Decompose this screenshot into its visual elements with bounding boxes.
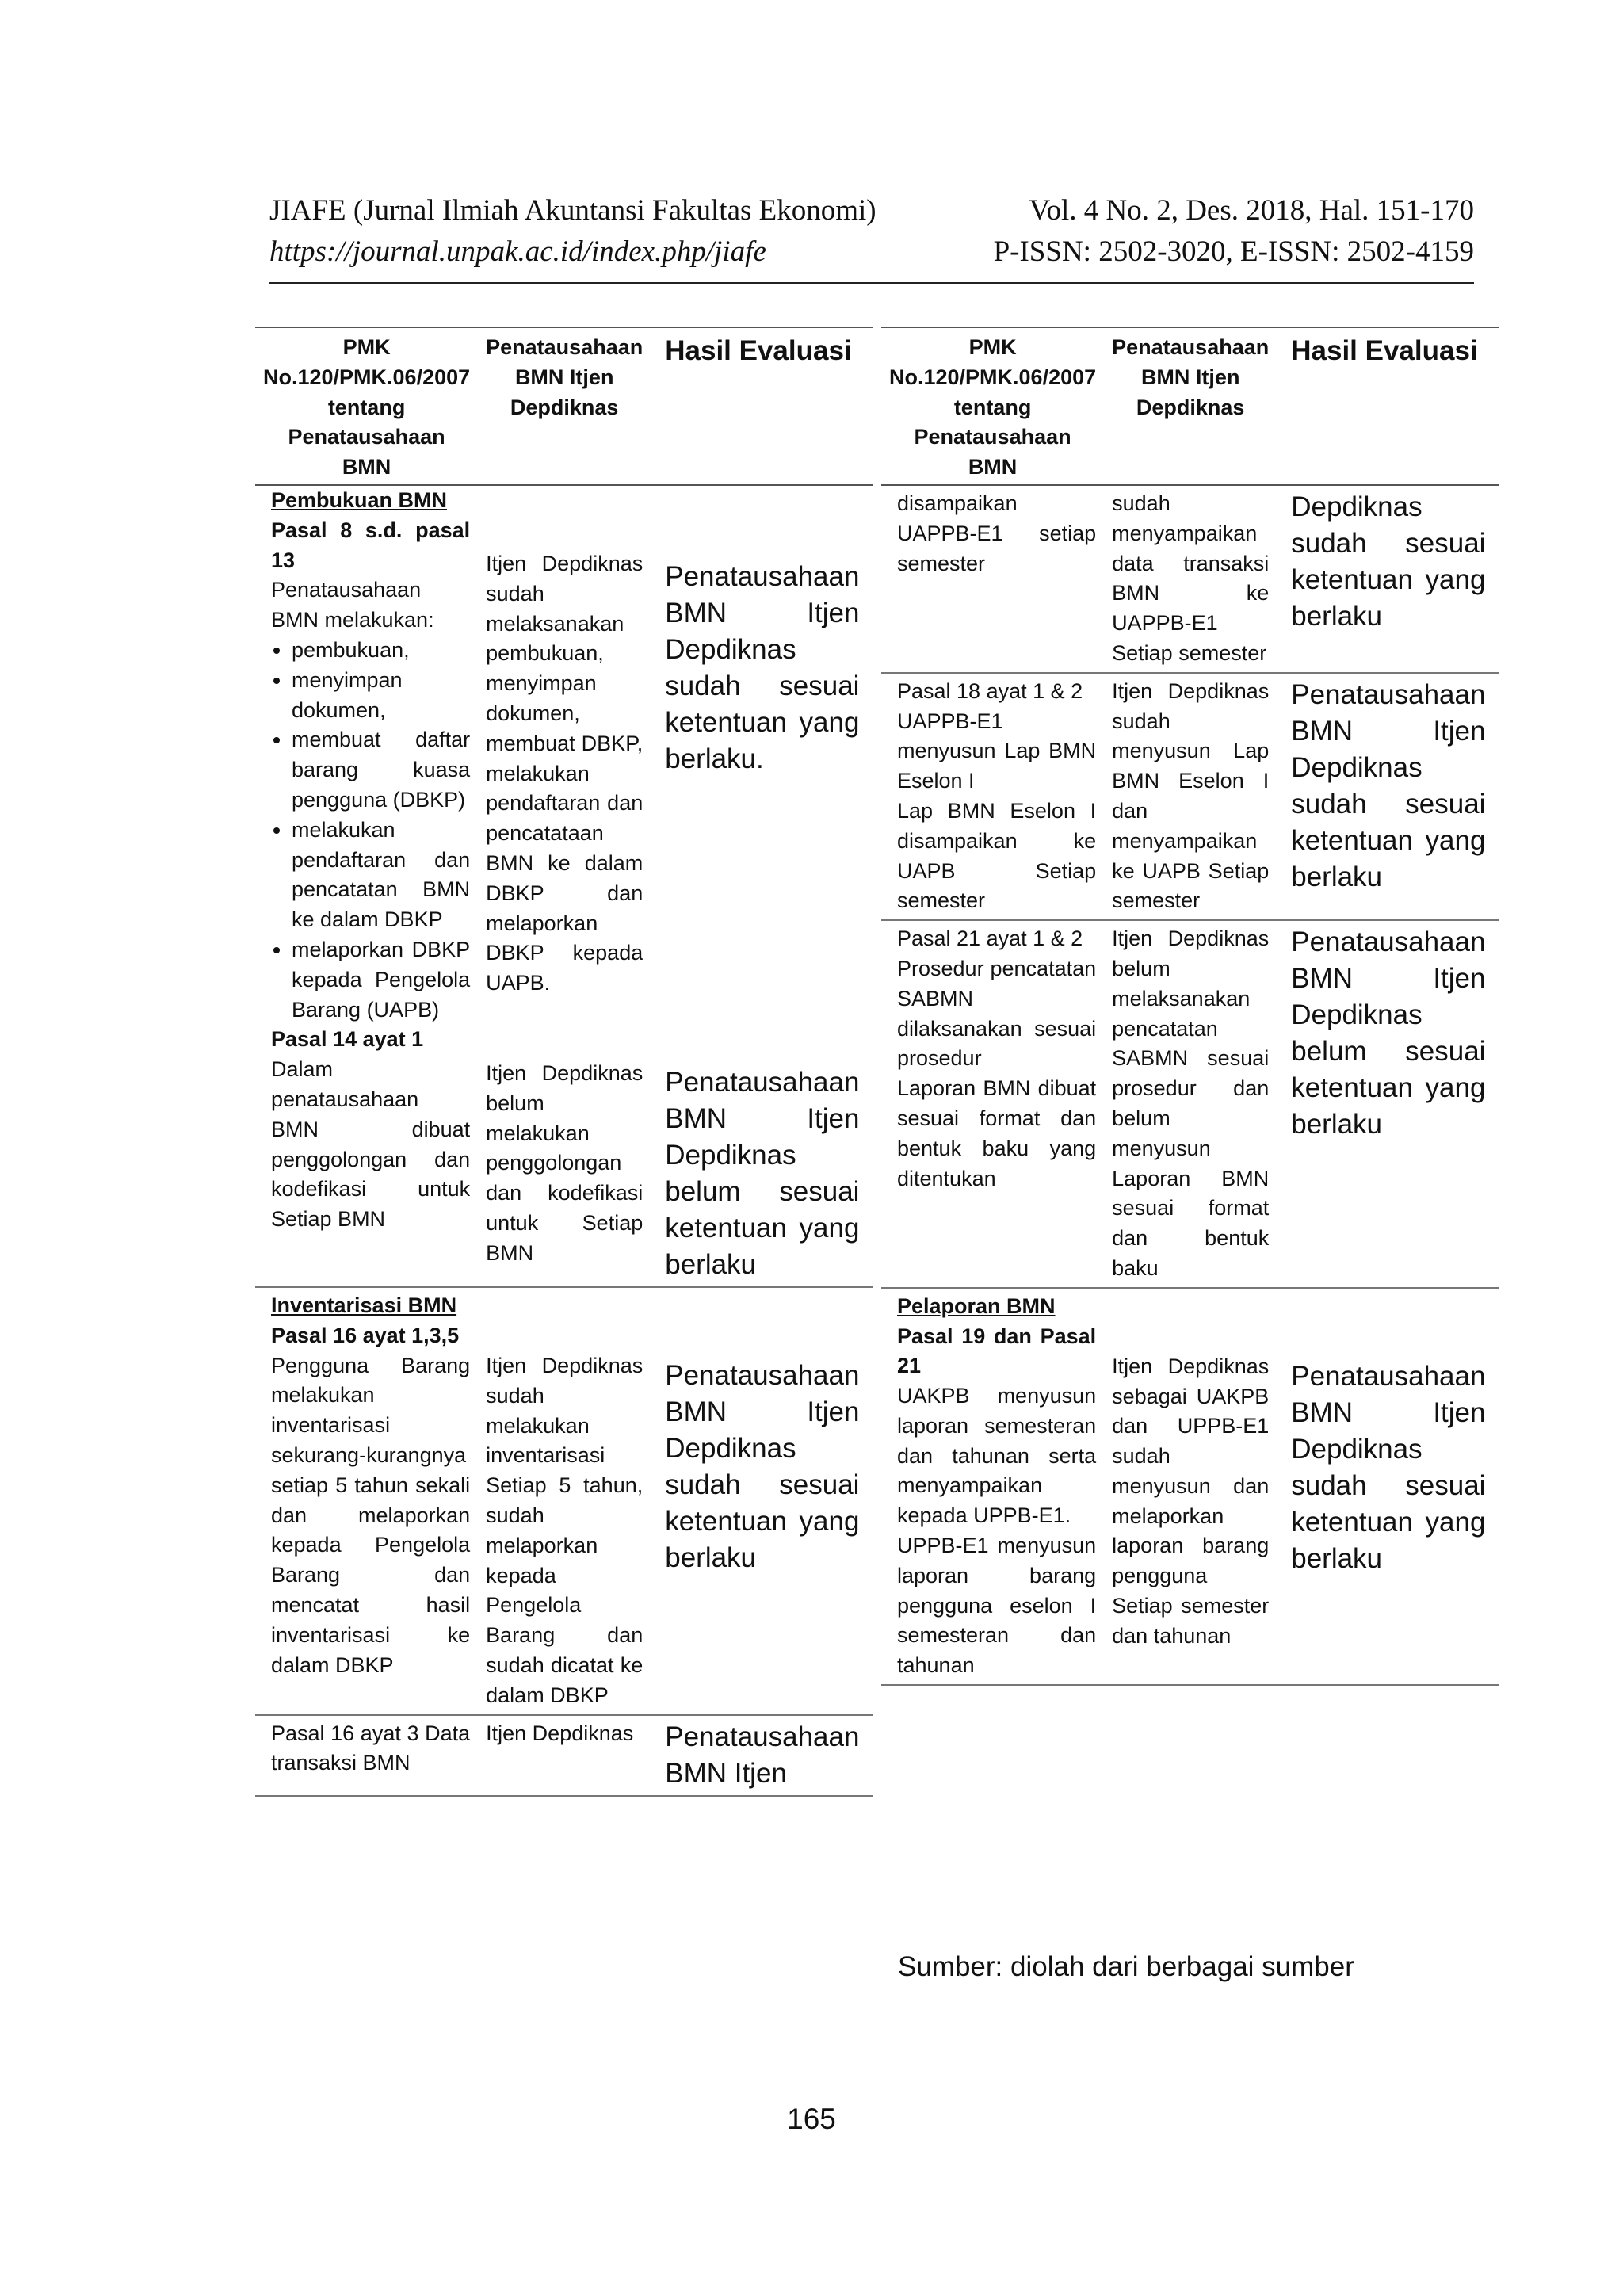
pasal-label: Pasal 14 ayat 1 <box>271 1027 424 1052</box>
journal-url[interactable]: https://journal.unpak.ac.id/index.php/jiafe <box>269 235 766 268</box>
section-heading: Pembukuan BMN <box>271 487 448 512</box>
table-header-row <box>255 327 873 485</box>
col-header-pmk: PMK No.120/PMK.06/2007 tentang Penatausahaan BMN <box>881 327 1104 485</box>
implementation-text: Itjen Depdiknas sebagai UAKPB dan UPPB-E1 sudah menyusun dan melaporkan laporan barang pengguna Setiap semester dan tahunan <box>1112 1354 1270 1648</box>
table-row <box>881 920 1499 1288</box>
evaluation-table-left <box>255 327 873 1797</box>
evaluation-cell: Penatausahaan BMN Itjen <box>651 1715 873 1796</box>
pmk-cell <box>881 673 1104 920</box>
rule-text: Pengguna Barang melakukan inventarisasi sekurang-kurangnya setiap 5 tahun sekali dan melaporkan kepada Pengelola Barang dan mencatat hasil inventarisasi ke dalam DBKP <box>271 1353 471 1677</box>
evaluation-text: Penatausahaan BMN Itjen Depdiknas sudah sesuai ketentuan yang berlaku. <box>665 560 860 774</box>
section-heading: Inventarisasi BMN <box>271 1293 457 1317</box>
evaluation-table-right <box>881 327 1499 1686</box>
col-header-hasil-evaluasi: Hasil Evaluasi <box>1277 327 1499 485</box>
rule-text: UAPPB-E1 menyusun Lap BMN Eselon I <box>897 709 1097 793</box>
list-item: • melakukan pendaftaran dan pencatatan BMN ke dalam DBKP <box>292 816 470 935</box>
table-header-row <box>881 327 1499 485</box>
page-number: 165 <box>787 2103 836 2135</box>
journal-volume: Vol. 4 No. 2, Des. 2018, Hal. 151-170 <box>1029 194 1474 227</box>
evaluation-cell <box>651 1287 873 1715</box>
rule-text: Dalam penatausahaan BMN dibuat penggolongan dan kodefikasi untuk Setiap BMN <box>271 1057 471 1232</box>
rule-text: Laporan BMN dibuat sesuai format dan bentuk baku yang ditentukan <box>897 1076 1097 1190</box>
journal-issn: P-ISSN: 2502-3020, E-ISSN: 2502-4159 <box>993 235 1474 268</box>
implementation-cell: Itjen Depdiknas sudah menyusun Lap BMN Eselon I dan menyampaikan ke UAPB Setiap semester <box>1104 673 1277 920</box>
implementation-cell <box>478 1287 651 1715</box>
pasal-label: Pasal 16 ayat 1,3,5 <box>271 1323 460 1347</box>
evaluation-cell <box>651 485 873 1287</box>
evaluation-text: Penatausahaan BMN Itjen Depdiknas sudah sesuai ketentuan yang berlaku <box>1291 1360 1486 1574</box>
implementation-text: Itjen Depdiknas sudah melaksanakan pembukuan, menyimpan dokumen, membuat DBKP, melakukan pendaftaran dan pencatataan BMN ke dalam DBKP dan melaporkan DBKP kepada UAPB. <box>486 551 643 995</box>
journal-title: JIAFE (Jurnal Ilmiah Akuntansi Fakultas Ekonomi) <box>269 194 876 227</box>
pmk-cell <box>881 920 1104 1288</box>
list-item: • melaporkan DBKP kepada Pengelola Barang (UAPB) <box>292 935 470 1025</box>
list-item: • membuat daftar barang kuasa pengguna (DBKP) <box>292 725 470 815</box>
col-header-hasil-evaluasi: Hasil Evaluasi <box>651 327 873 485</box>
pasal-label: Pasal 8 s.d. pasal 13 <box>271 518 471 572</box>
table-row <box>255 485 873 1287</box>
table-row <box>881 673 1499 920</box>
table-row <box>881 1288 1499 1685</box>
rule-intro: Penatausahaan BMN melakukan: <box>271 578 434 632</box>
table-source-note: Sumber: diolah dari berbagai sumber <box>898 1951 1354 1982</box>
col-header-pmk: PMK No.120/PMK.06/2007 tentang Penatausahaan BMN <box>255 327 478 485</box>
list-item: • menyimpan dokumen, <box>292 666 470 726</box>
pmk-cell <box>255 1287 478 1715</box>
pmk-cell <box>255 485 478 1287</box>
table-row <box>255 1715 873 1796</box>
pmk-cell: Pasal 16 ayat 3 Data transaksi BMN <box>255 1715 478 1796</box>
implementation-cell: Itjen Depdiknas belum melaksanakan pencatatan SABMN sesuai prosedur dan belum menyusun Laporan BMN sesuai format dan bentuk baku <box>1104 920 1277 1288</box>
list-item: • pembukuan, <box>292 636 470 666</box>
implementation-cell <box>1104 1288 1277 1685</box>
rule-text: UPPB-E1 menyusun laporan barang pengguna eselon I semesteran dan tahunan <box>897 1534 1097 1678</box>
rule-text: Prosedur pencatatan SABMN dilaksanakan sesuai prosedur <box>897 956 1097 1071</box>
section-heading: Pelaporan BMN <box>897 1293 1056 1318</box>
table-row <box>881 485 1499 673</box>
pasal-label: Pasal 19 dan Pasal 21 <box>897 1324 1097 1378</box>
pmk-cell <box>881 1288 1104 1685</box>
running-header <box>269 190 1474 284</box>
col-header-penatausahaan: Penatausahaan BMN Itjen Depdiknas <box>478 327 651 485</box>
implementation-cell: sudah menyampaikan data transaksi BMN ke UAPPB-E1 Setiap semester <box>1104 485 1277 673</box>
pasal-label: Pasal 21 ayat 1 & 2 <box>897 926 1083 951</box>
evaluation-cell: Penatausahaan BMN Itjen Depdiknas belum sesuai ketentuan yang berlaku <box>1277 920 1499 1288</box>
implementation-cell: Itjen Depdiknas <box>478 1715 651 1796</box>
rule-bullet-list <box>271 636 470 1025</box>
evaluation-cell: Penatausahaan BMN Itjen Depdiknas sudah sesuai ketentuan yang berlaku <box>1277 673 1499 920</box>
evaluation-text: Penatausahaan BMN Itjen Depdiknas sudah sesuai ketentuan yang berlaku <box>665 1359 860 1573</box>
pmk-cell: disampaikan UAPPB-E1 setiap semester <box>881 485 1104 673</box>
implementation-cell <box>478 485 651 1287</box>
evaluation-cell <box>1277 1288 1499 1685</box>
pasal-label: Pasal 18 ayat 1 & 2 <box>897 678 1083 703</box>
rule-text: UAKPB menyusun laporan semesteran dan tahunan serta menyampaikan kepada UPPB-E1. <box>897 1384 1097 1528</box>
evaluation-text: Penatausahaan BMN Itjen Depdiknas belum sesuai ketentuan yang berlaku <box>665 1066 860 1280</box>
col-header-penatausahaan: Penatausahaan BMN Itjen Depdiknas <box>1104 327 1277 485</box>
table-row <box>255 1287 873 1715</box>
evaluation-cell: Depdiknas sudah sesuai ketentuan yang berlaku <box>1277 485 1499 673</box>
implementation-text: Itjen Depdiknas belum melakukan penggolongan dan kodefikasi untuk Setiap BMN <box>486 1060 643 1265</box>
implementation-text: Itjen Depdiknas sudah melakukan inventarisasi Setiap 5 tahun, sudah melaporkan kepada Pengelola Barang dan sudah dicatat ke dalam DBKP <box>486 1353 643 1707</box>
rule-text: Lap BMN Eselon I disampaikan ke UAPB Setiap semester <box>897 798 1097 913</box>
